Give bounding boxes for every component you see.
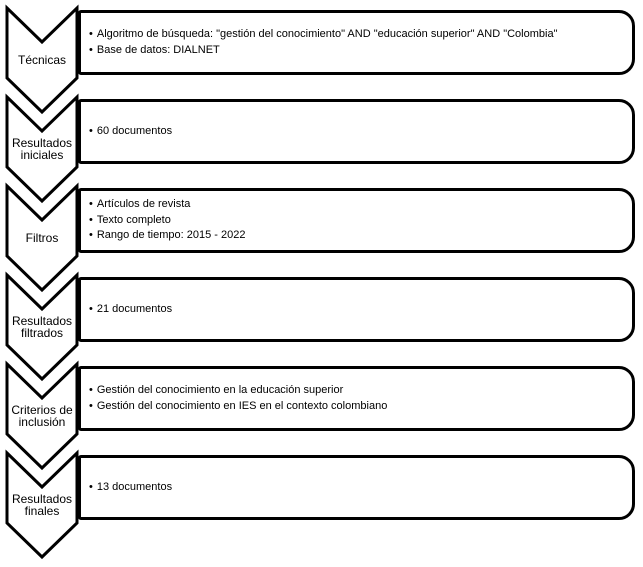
- bullet-list: [81, 383, 387, 414]
- bullet-text: Algoritmo de búsqueda: "gestión del conocimiento" AND "educación superior" AND "Colombia": [96, 28, 558, 40]
- bullet-item: [89, 43, 557, 59]
- bullet-item: [89, 480, 172, 496]
- bullet-text: Base de datos: DIALNET: [96, 43, 220, 56]
- step-detail-box: [78, 277, 635, 342]
- bullet-text: 13 documentos: [96, 480, 173, 493]
- bullet-marker: •: [89, 480, 93, 493]
- bullet-marker: •: [89, 399, 93, 412]
- bullet-item: [89, 302, 172, 318]
- bullet-list: [81, 302, 172, 318]
- bullet-list: [81, 27, 557, 58]
- bullet-item: [89, 213, 245, 229]
- bullet-marker: •: [89, 124, 93, 137]
- bullet-text: Gestión del conocimiento en la educación superior: [96, 384, 344, 396]
- step-detail-box: [78, 10, 635, 75]
- bullet-text: Texto completo: [96, 213, 171, 226]
- bullet-marker: •: [89, 229, 93, 242]
- step-label: Resultados finales: [11, 492, 73, 518]
- bullet-text: Rango de tiempo: 2015 - 2022: [96, 229, 246, 242]
- step-label: Resultados iniciales: [11, 136, 73, 162]
- step-label: Filtros: [25, 231, 59, 245]
- bullet-text: Artículos de revista: [96, 198, 191, 211]
- bullet-marker: •: [89, 43, 93, 56]
- bullet-marker: •: [89, 384, 93, 396]
- step-detail-box: [78, 99, 635, 164]
- bullet-item: [89, 399, 387, 415]
- step-label: Técnicas: [17, 53, 67, 67]
- bullet-text: Gestión del conocimiento en IES en el contexto colombiano: [96, 399, 388, 412]
- step-label: Criterios de inclusión: [11, 403, 73, 429]
- bullet-text: 60 documentos: [96, 124, 173, 137]
- bullet-list: [81, 197, 245, 244]
- bullet-list: [81, 124, 172, 140]
- step-detail-box: [78, 188, 635, 253]
- flow-step-resultados-finales: [0, 453, 643, 557]
- bullet-marker: •: [89, 198, 93, 211]
- bullet-list: [81, 480, 172, 496]
- bullet-item: [89, 197, 245, 213]
- step-label: Resultados filtrados: [11, 314, 73, 340]
- bullet-item: [89, 228, 245, 244]
- bullet-item: [89, 383, 387, 399]
- bullet-text: 21 documentos: [96, 302, 173, 315]
- step-detail-box: [78, 366, 635, 431]
- bullet-item: [89, 124, 172, 140]
- bullet-marker: •: [89, 28, 93, 40]
- bullet-item: [89, 27, 557, 43]
- bullet-marker: •: [89, 302, 93, 315]
- step-detail-box: [78, 455, 635, 520]
- bullet-marker: •: [89, 213, 93, 226]
